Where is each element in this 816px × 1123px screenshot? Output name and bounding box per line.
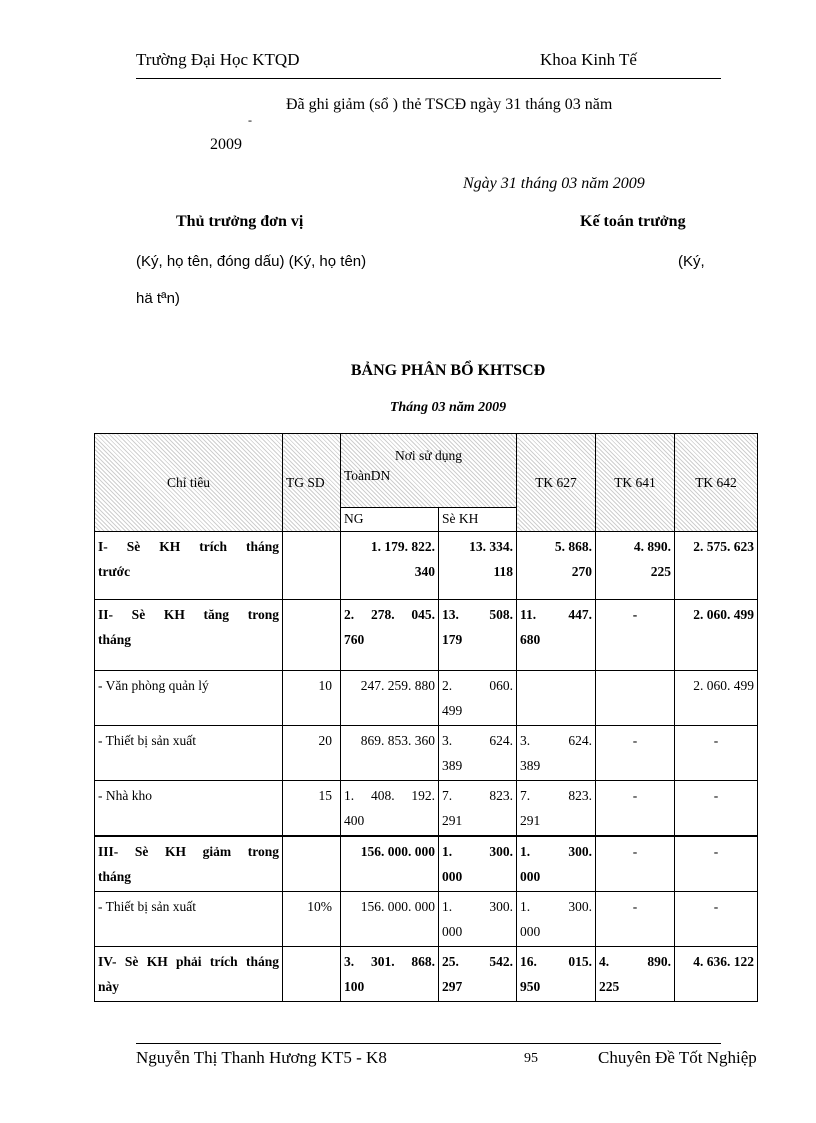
row-kh: 1. 300. (442, 844, 513, 859)
row-tg (283, 600, 341, 671)
row-tk642: 2. 575. 623 (675, 532, 758, 600)
table-row (95, 781, 758, 837)
signature-chief-accountant: Kế toán trưởng (580, 213, 686, 230)
row-ng-cont: 400 (344, 813, 365, 828)
row-tk627-cont: 389 (520, 758, 541, 773)
col-head-noi-su-dung (341, 434, 517, 508)
footer-title: Chuyên Đề Tốt Nghiệp (598, 1048, 757, 1067)
col-head-ng: NG (341, 508, 439, 532)
row-label: I- Sè KH trích tháng (98, 539, 279, 554)
row-label: - Văn phòng quản lý (95, 671, 283, 726)
row-tk642: 4. 636. 122 (675, 947, 758, 1002)
sign-note-tail: hä tªn) (136, 290, 180, 307)
row-tk642: 2. 060. 499 (675, 600, 758, 671)
row-tk641 (596, 671, 675, 726)
row-ng: 869. 853. 360 (341, 726, 439, 781)
row-tg (283, 532, 341, 600)
row-tk627: 1. 300. (520, 844, 592, 859)
row-tg (283, 947, 341, 1002)
row-tg: 15 (283, 781, 341, 837)
table-subtitle: Tháng 03 năm 2009 (389, 400, 507, 415)
row-ng: 3. 301. 868. (344, 954, 435, 969)
row-ng-cont: 340 (414, 564, 435, 579)
row-label: - Thiết bị sản xuất (95, 892, 283, 947)
page-number: 95 (524, 1051, 538, 1066)
row-tk627: 1. 300. (520, 899, 592, 914)
col-head-tk641: TK 641 (596, 434, 675, 532)
depreciation-table (94, 433, 758, 1002)
row-tk642: - (675, 892, 758, 947)
row-ng: 2. 278. 045. (344, 607, 435, 622)
row-tk627-cont: 270 (571, 564, 592, 579)
row-label-cont: tháng (98, 632, 132, 647)
row-tk627: 7. 823. (520, 788, 592, 803)
row-kh-cont: 000 (442, 869, 463, 884)
row-tk642: 2. 060. 499 (675, 671, 758, 726)
sign-note-left: (Ký, họ tên, đóng dấu) (Ký, họ tên) (136, 253, 367, 270)
row-tk641: - (596, 726, 675, 781)
row-tk627-cont: 950 (520, 979, 541, 994)
header-faculty: Khoa Kinh Tế (540, 50, 637, 69)
table-row (95, 671, 758, 726)
row-tk641-cont: 225 (599, 979, 620, 994)
row-tk627-cont: 291 (520, 813, 541, 828)
row-tk641: - (596, 781, 675, 837)
row-tg (283, 836, 341, 892)
row-tk642: - (675, 726, 758, 781)
row-kh: 2. 060. (442, 678, 513, 693)
row-label-cont: trước (98, 564, 131, 579)
row-tk627-cont: 000 (520, 924, 541, 939)
row-tk642: - (675, 836, 758, 892)
row-ng-cont: 760 (344, 632, 365, 647)
reduction-note: Đã ghi giảm (sổ ) thẻ TSCĐ ngày 31 tháng 03 năm (286, 96, 613, 113)
row-tk641: 4. 890. (599, 954, 671, 969)
row-tk627-cont: 000 (520, 869, 541, 884)
signature-head-unit: Thủ trưởng đơn vị (176, 213, 304, 230)
row-kh-cont: 179 (442, 632, 463, 647)
footer-author: Nguyễn Thị Thanh Hương KT5 - K8 (136, 1048, 387, 1067)
row-tk641-cont: 225 (650, 564, 671, 579)
row-tk627: 16. 015. (520, 954, 592, 969)
row-ng: 1. 179. 822. (370, 539, 435, 554)
row-label-cont: tháng (98, 869, 132, 884)
row-ng: 247. 259. 880 (341, 671, 439, 726)
row-tk641: - (596, 892, 675, 947)
col-head-tg-sd: TG SD (283, 434, 341, 532)
row-label: - Thiết bị sản xuất (95, 726, 283, 781)
row-ng: 1. 408. 192. (344, 788, 435, 803)
row-kh-cont: 389 (442, 758, 463, 773)
table-row (95, 726, 758, 781)
row-tg: 20 (283, 726, 341, 781)
table-row (95, 947, 758, 1002)
row-ng-cont: 100 (344, 979, 365, 994)
row-tk641: - (596, 836, 675, 892)
row-kh-cont: 297 (442, 979, 463, 994)
row-tk627-cont: 680 (520, 632, 541, 647)
row-kh: 13. 334. (469, 539, 513, 554)
header-rule (136, 78, 721, 79)
row-label: - Nhà kho (95, 781, 283, 837)
row-tk627: 5. 868. (554, 539, 592, 554)
row-label: II- Sè KH tăng trong (98, 607, 279, 622)
row-kh-cont: 000 (442, 924, 463, 939)
row-tk627: 3. 624. (520, 733, 592, 748)
col-head-chi-tieu: Chỉ tiêu (95, 434, 283, 532)
table-row (95, 532, 758, 600)
table-row (95, 836, 758, 892)
row-tg: 10 (283, 671, 341, 726)
header-school: Trường Đại Học KTQD (136, 50, 300, 69)
row-kh: 13. 508. (442, 607, 513, 622)
row-tg: 10% (283, 892, 341, 947)
sign-note-right: (Ký, (678, 253, 705, 270)
row-label: III- Sè KH giảm trong (98, 844, 279, 859)
row-kh: 1. 300. (442, 899, 513, 914)
row-label: IV- Sè KH phải trích tháng (98, 954, 279, 969)
row-ng: 156. 000. 000 (341, 892, 439, 947)
row-kh-cont: 118 (493, 564, 513, 579)
bullet-dash: - (248, 113, 252, 127)
row-tk642: - (675, 781, 758, 837)
row-label-cont: này (98, 979, 120, 994)
row-kh: 7. 823. (442, 788, 513, 803)
row-kh: 25. 542. (442, 954, 513, 969)
table-row (95, 892, 758, 947)
col-head-tk627: TK 627 (517, 434, 596, 532)
row-tk641: - (596, 600, 675, 671)
row-tk641: 4. 890. (633, 539, 671, 554)
col-head-tk642: TK 642 (675, 434, 758, 532)
table-title: BẢNG PHÂN BỔ KHTSCĐ (350, 362, 546, 379)
row-kh: 3. 624. (442, 733, 513, 748)
reduction-note-year: 2009 (210, 136, 242, 153)
footer-rule (136, 1043, 721, 1044)
table-row (95, 600, 758, 671)
noi-su-dung-label: Nơi sử dụng (395, 448, 462, 463)
row-tk627 (517, 671, 596, 726)
row-ng: 156. 000. 000 (341, 836, 439, 892)
row-kh-cont: 291 (442, 813, 463, 828)
date-line: Ngày 31 tháng 03 năm 2009 (463, 175, 645, 192)
toan-dn-label: ToànDN (344, 468, 391, 483)
row-tk627: 11. 447. (520, 607, 592, 622)
row-kh-cont: 499 (442, 703, 463, 718)
col-head-so-kh: Sè KH (439, 508, 517, 532)
